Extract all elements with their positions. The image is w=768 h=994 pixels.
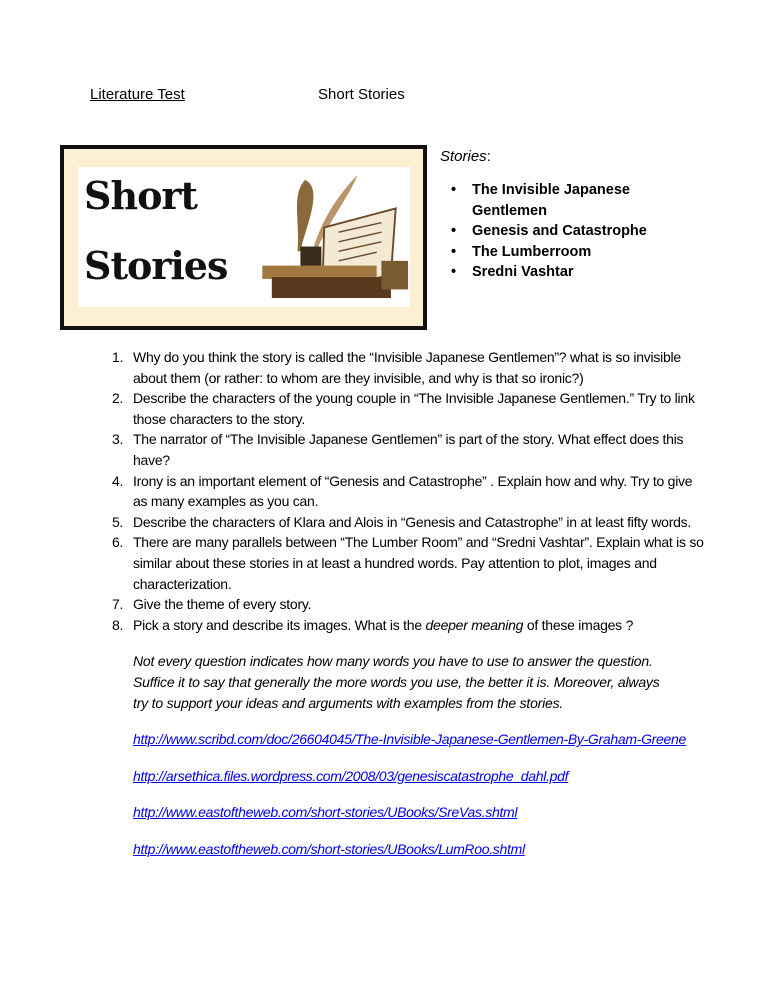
question-item: 6. There are many parallels between “The Lumber Room” and “Sredni Vashtar”. Explain what is so similar about these stories in at least a hundred words. Pay attention to plot, images and characterization. bbox=[112, 534, 704, 592]
document-title: Literature Test bbox=[90, 86, 185, 103]
quill-books-icon bbox=[248, 167, 410, 307]
illustration-title-line2: Stories bbox=[84, 243, 228, 288]
document-subtitle: Short Stories bbox=[318, 86, 405, 103]
stories-heading: Stories: bbox=[440, 148, 491, 165]
question-item: 8. Pick a story and describe its images. What is the deeper meaning of these images ? bbox=[112, 616, 634, 633]
questions-list bbox=[112, 347, 708, 635]
illustration-title-line1: Short bbox=[84, 173, 197, 218]
story-item: • Sredni Vashtar bbox=[451, 262, 741, 283]
question-item: 3. The narrator of “The Invisible Japanese Gentlemen” is part of the story. What effect does this have? bbox=[112, 431, 684, 468]
question-item: 7. Give the theme of every story. bbox=[112, 596, 312, 613]
instructions-note: Not every question indicates how many words you have to use to answer the question. Suffice it to say that generally the more words you use, the better it is. Moreover, always try to support your ideas and arguments with examples from the stories. bbox=[133, 653, 660, 711]
story-item: • Genesis and Catastrophe bbox=[451, 221, 741, 242]
story-item: • The Lumberroom bbox=[451, 242, 741, 263]
question-item: 1. Why do you think the story is called the “Invisible Japanese Gentlemen”? what is so invisible about them (or rather: to whom are they invisible, and why is that so ironic?) bbox=[112, 349, 681, 386]
question-item: 4. Irony is an important element of “Genesis and Catastrophe” . Explain how and why. Try to give as many examples as you can. bbox=[112, 472, 693, 510]
question-item: 5. Describe the characters of Klara and Alois in “Genesis and Catastrophe” in at least fifty words. bbox=[112, 513, 692, 530]
short-stories-illustration bbox=[60, 145, 427, 330]
link-invisible-japanese-gentlemen[interactable]: http://www.scribd.com/doc/26604045/The-Invisible-Japanese-Gentlemen-By-Graham-Greene bbox=[133, 731, 686, 748]
stories-list bbox=[451, 180, 741, 283]
question-item: 2. Describe the characters of the young couple in “The Invisible Japanese Gentlemen.” Try to link those characters to the story. bbox=[112, 390, 695, 427]
link-lumber-room[interactable]: http://www.eastoftheweb.com/short-stories/UBooks/LumRoo.shtml bbox=[133, 840, 525, 857]
questions-section bbox=[112, 347, 712, 859]
story-item: • The Invisible Japanese Gentlemen bbox=[451, 180, 642, 221]
link-sredni-vashtar[interactable]: http://www.eastoftheweb.com/short-stories/UBooks/SreVas.shtml bbox=[133, 804, 518, 821]
link-genesis-catastrophe[interactable]: http://arsethica.files.wordpress.com/2008/03/genesiscatastrophe_dahl.pdf bbox=[133, 767, 569, 784]
